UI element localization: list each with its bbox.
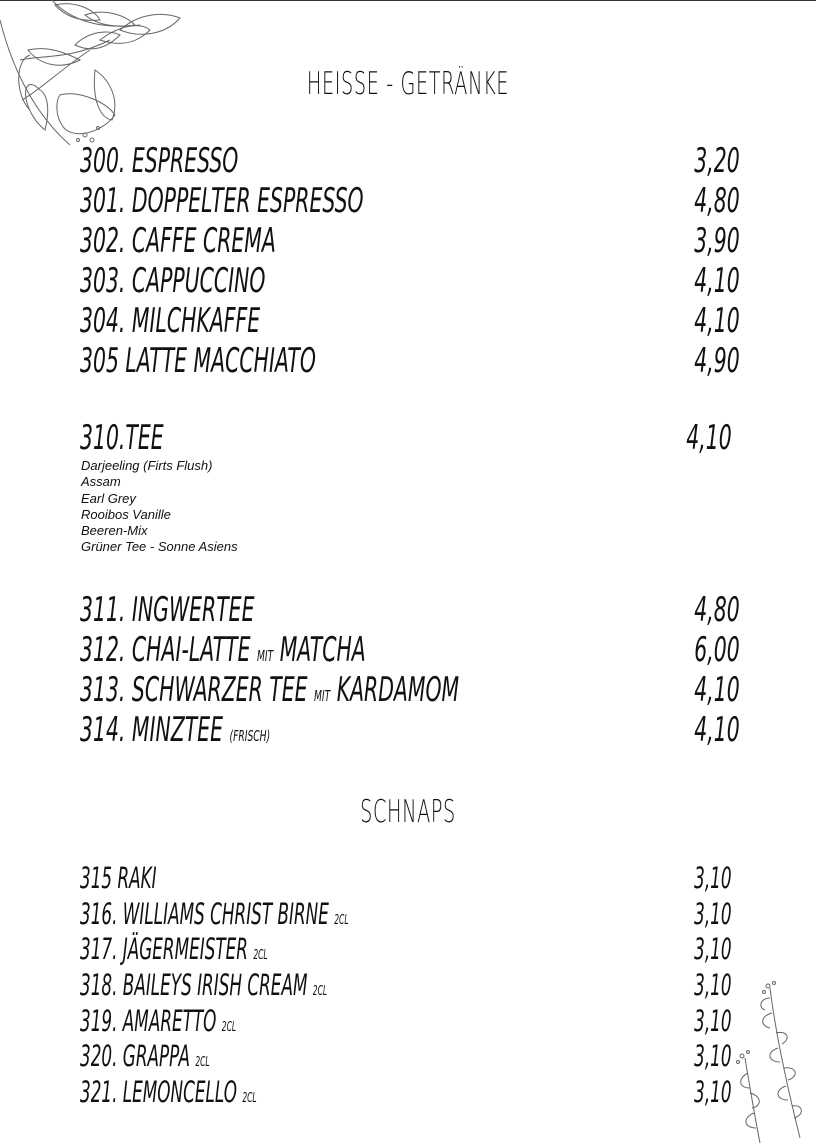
item-name: 304. MILCHKAFFE <box>80 301 261 341</box>
item-name: 313. SCHWARZER TEE MIT KARDAMOM <box>80 670 460 710</box>
list-item <box>80 181 740 221</box>
list-item <box>80 1004 732 1044</box>
hot-drinks-title: HEISSE - GETRÄNKE <box>306 66 510 102</box>
item-name: 320. GRAPPA 2CL <box>80 1039 210 1073</box>
item-price: 3,10 <box>694 861 732 895</box>
list-item <box>80 861 732 901</box>
item-note: MIT <box>313 687 331 705</box>
item-price: 3,10 <box>694 932 732 966</box>
item-price: 6,00 <box>694 630 740 670</box>
list-item <box>80 897 732 937</box>
item-name: 302. CAFFE CREMA <box>80 221 276 261</box>
item-price: 3,90 <box>694 221 740 261</box>
list-item <box>80 710 740 750</box>
list-item <box>80 141 740 181</box>
item-name: 314. MINZTEE (FRISCH) <box>80 710 271 750</box>
tea-varieties <box>81 458 238 556</box>
tea-variety: Earl Grey <box>81 490 136 506</box>
item-price: 4,90 <box>694 341 740 381</box>
item-price: 3,10 <box>694 897 732 931</box>
item-name: 316. WILLIAMS CHRIST BIRNE 2CL <box>80 897 349 931</box>
item-size: 2CL <box>221 1020 237 1035</box>
tea-variety: Assam <box>81 474 121 490</box>
item-name: 317. JÄGERMEISTER 2CL <box>80 932 268 966</box>
item-name: 319. AMARETTO 2CL <box>80 1004 237 1038</box>
item-size: 2CL <box>312 984 328 999</box>
herb-sprig-icon <box>730 978 810 1143</box>
item-size: 2CL <box>242 1091 257 1106</box>
list-item <box>80 670 740 710</box>
tea-variety: Rooibos Vanille <box>81 506 171 522</box>
item-price: 4,10 <box>694 301 740 341</box>
schnaps-title: SCHNAPS <box>360 794 456 830</box>
item-size: 2CL <box>253 948 268 963</box>
item-price: 4,10 <box>694 261 740 301</box>
item-price: 4,80 <box>694 590 740 630</box>
list-item <box>80 932 732 972</box>
item-price: 4,10 <box>694 710 740 750</box>
list-item <box>80 968 732 1008</box>
item-size: 2CL <box>334 913 349 928</box>
list-item <box>80 1039 732 1079</box>
item-name: 301. DOPPELTER ESPRESSO <box>80 181 364 221</box>
list-item <box>80 1075 732 1115</box>
item-name: 318. BAILEYS IRISH CREAM 2CL <box>80 968 328 1002</box>
item-note: (FRISCH) <box>229 727 271 745</box>
list-item <box>80 630 740 670</box>
item-note: MIT <box>256 647 274 665</box>
list-item <box>80 301 740 341</box>
item-price: 3,10 <box>694 1004 732 1038</box>
item-price: 4,10 <box>694 670 740 710</box>
item-size: 2CL <box>195 1055 210 1070</box>
tea-variety: Beeren-Mix <box>81 523 148 539</box>
tea-variety: Darjeeling (Firts Flush) <box>81 458 213 473</box>
item-name: 312. CHAI-LATTE MIT MATCHA <box>80 630 366 670</box>
tea-variety: Grüner Tee - Sonne Asiens <box>81 539 238 555</box>
item-price: 4,80 <box>694 181 740 221</box>
list-item <box>80 590 740 630</box>
item-name: 310.TEE <box>80 418 164 458</box>
item-name: 300. ESPRESSO <box>80 141 239 181</box>
list-item <box>80 221 740 261</box>
item-price: 3,20 <box>694 141 740 181</box>
list-item <box>80 341 740 381</box>
tea-item <box>80 418 732 458</box>
item-price: 4,10 <box>686 418 732 458</box>
item-price: 3,10 <box>694 1039 732 1073</box>
list-item <box>80 261 740 301</box>
item-price: 3,10 <box>694 968 732 1002</box>
item-name: 315 RAKI <box>80 861 157 895</box>
item-name: 303. CAPPUCCINO <box>80 261 266 301</box>
item-price: 3,10 <box>694 1075 732 1109</box>
item-name: 311. INGWERTEE <box>80 590 255 630</box>
item-name: 321. LEMONCELLO 2CL <box>80 1075 257 1109</box>
item-name: 305 LATTE MACCHIATO <box>80 341 316 381</box>
